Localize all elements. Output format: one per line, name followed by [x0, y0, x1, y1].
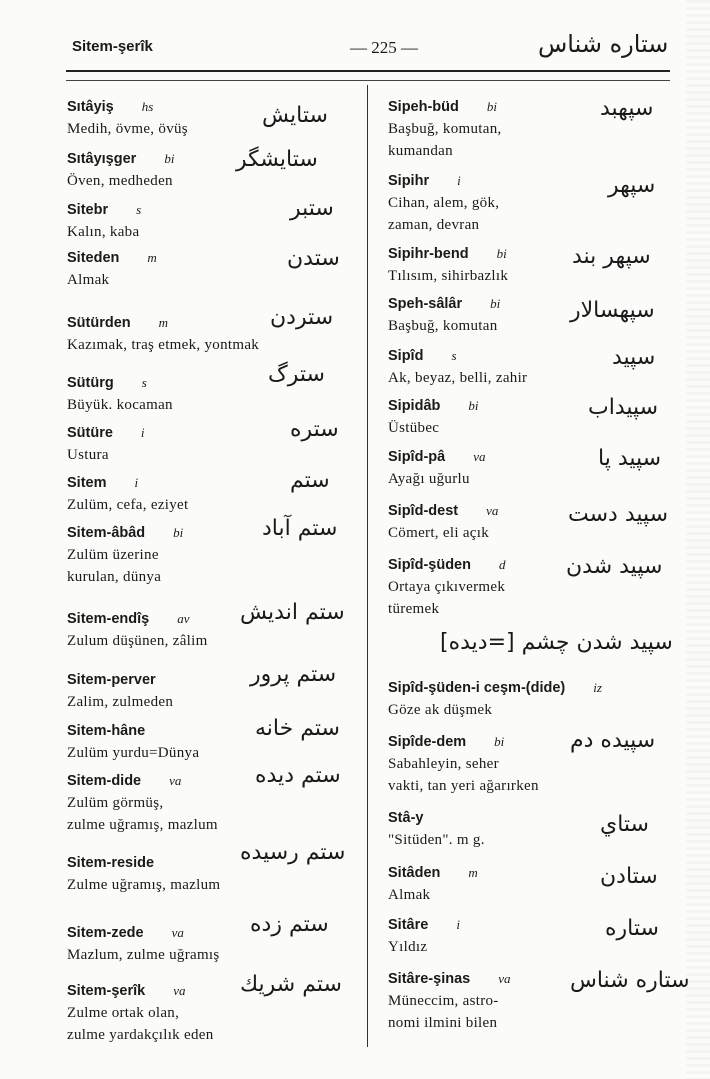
- definition-line: Zulüm yurdu=Dünya: [67, 745, 200, 761]
- definition-line: Başbuğ, komutan,: [388, 121, 502, 137]
- definition-line: Almak: [67, 272, 110, 288]
- arabic-script-term: ستدن: [287, 246, 340, 271]
- right-entry: [388, 731, 539, 797]
- headword: [388, 914, 460, 936]
- definition-line: türemek: [388, 601, 440, 617]
- definition-line: Almak: [388, 887, 431, 903]
- left-entry: [67, 852, 220, 896]
- grammar-abbreviation: va: [473, 449, 486, 464]
- headword: [388, 862, 478, 884]
- arabic-script-term: سپهسالار: [570, 298, 655, 323]
- headword-text: Sitâre-şinas: [388, 971, 471, 987]
- definition-line: "Sitüden". m g.: [388, 832, 485, 848]
- arabic-script-term: سپهر بند: [572, 244, 651, 269]
- definition-line: zaman, devran: [388, 217, 480, 233]
- grammar-abbreviation: m: [147, 250, 157, 265]
- right-entry: [388, 395, 479, 439]
- arabic-script-term: ستايشگر: [236, 147, 318, 172]
- definition-line: Öven, medheden: [67, 173, 173, 189]
- arabic-script-term: ستاره: [605, 916, 659, 941]
- definition-line: Ak, beyaz, belli, zahir: [388, 370, 528, 386]
- grammar-abbreviation: va: [169, 773, 182, 788]
- arabic-phrase: سپيد شدن چشم [=ديده]: [440, 630, 673, 655]
- right-entry: [388, 96, 502, 162]
- definition-line: Ayağı uğurlu: [388, 471, 470, 487]
- grammar-abbreviation: bi: [490, 296, 501, 311]
- headword: [67, 247, 157, 269]
- definition-line: kurulan, dünya: [67, 569, 162, 585]
- headword: [67, 669, 173, 691]
- left-entry: [67, 608, 208, 652]
- grammar-abbreviation: bi: [173, 525, 184, 540]
- left-entry: [67, 96, 188, 140]
- left-entry: [67, 199, 141, 243]
- grammar-abbreviation: iz: [593, 680, 602, 695]
- headword: [67, 96, 188, 118]
- headword: [67, 472, 188, 494]
- grammar-abbreviation: i: [456, 917, 460, 932]
- headword: [388, 96, 502, 118]
- headword-text: Siteden: [67, 250, 120, 266]
- headword: [67, 608, 208, 630]
- left-entry: [67, 472, 188, 516]
- definition-line: Kalın, kaba: [67, 224, 140, 240]
- headword: [388, 554, 505, 576]
- right-entry: [388, 170, 499, 236]
- headword: [388, 807, 485, 829]
- headword-text: Sipidâb: [388, 398, 441, 414]
- definition-line: Ortaya çıkıvermek: [388, 579, 506, 595]
- headword: [67, 199, 141, 221]
- grammar-abbreviation: bi: [494, 734, 505, 749]
- headword-text: Sitem-dide: [67, 773, 142, 789]
- headword-text: Sipîde-dem: [388, 734, 467, 750]
- definition-line: Büyük. kocaman: [67, 397, 173, 413]
- definition-line: Medih, övme, övüş: [67, 121, 188, 137]
- definition-line: Zulum düşünen, zâlim: [67, 633, 208, 649]
- headword-text: Sıtâyiş: [67, 99, 114, 115]
- definition-line: Tılısım, sihirbazlık: [388, 268, 509, 284]
- definition-line: Zulüm görmüş,: [67, 795, 164, 811]
- arabic-script-term: ستم آباد: [262, 516, 338, 541]
- headword: [67, 770, 218, 792]
- headword: [388, 677, 602, 699]
- arabic-script-term: سپيد شدن: [566, 554, 663, 579]
- left-entry: [67, 372, 173, 416]
- definition-line: Başbuğ, komutan: [388, 318, 498, 334]
- column-divider: [367, 85, 368, 1047]
- arabic-script-term: ستم ديده: [255, 763, 341, 788]
- arabic-script-term: ستاره شناس: [570, 968, 690, 993]
- headword: [67, 852, 220, 874]
- grammar-abbreviation: av: [177, 611, 190, 626]
- headword-text: Sitâden: [388, 865, 441, 881]
- right-entry: [388, 968, 511, 1034]
- headword-text: Sipihr-bend: [388, 246, 469, 262]
- headword-text: Sitem-reside: [67, 855, 155, 871]
- definition-line: vakti, tan yeri ağarırken: [388, 778, 539, 794]
- headword-text: Sıtâyışger: [67, 151, 137, 167]
- definition-line: Cihan, alem, gök,: [388, 195, 500, 211]
- arabic-script-term: ستايش: [262, 103, 328, 128]
- headword: [388, 500, 498, 522]
- arabic-script-term: سترگ: [268, 362, 325, 387]
- headword: [388, 446, 485, 468]
- headword-text: Sitem-âbâd: [67, 525, 146, 541]
- headword: [388, 731, 539, 753]
- arabic-script-term: سپيد پا: [598, 446, 662, 471]
- headword: [388, 170, 499, 192]
- definition-line: Zulüm, cefa, eziyet: [67, 497, 189, 513]
- headword-text: Sipeh-büd: [388, 99, 459, 115]
- definition-line: Kazımak, traş etmek, yontmak: [67, 337, 260, 353]
- definition-line: Göze ak düşmek: [388, 702, 493, 718]
- grammar-abbreviation: hs: [141, 99, 154, 114]
- definition-line: zulme yardakçılık eden: [67, 1027, 214, 1043]
- headword-text: Sitem-şerîk: [67, 983, 146, 999]
- grammar-abbreviation: bi: [486, 99, 498, 114]
- header-rule-thin: [66, 80, 670, 81]
- grammar-abbreviation: s: [451, 348, 457, 363]
- arabic-script-term: ستادن: [600, 864, 658, 889]
- headword-text: Sitem-hâne: [67, 723, 146, 739]
- arabic-script-term: سپيده دم: [570, 728, 656, 753]
- arabic-script-term: ستره: [290, 417, 339, 442]
- definition-line: Zulme ortak olan,: [67, 1005, 180, 1021]
- headword: [67, 922, 220, 944]
- headword: [67, 372, 173, 394]
- left-entry: [67, 312, 259, 356]
- headword-text: Stâ-y: [388, 810, 424, 826]
- definition-line: Zalim, zulmeden: [67, 694, 174, 710]
- grammar-abbreviation: i: [457, 173, 461, 188]
- left-entry: [67, 522, 183, 588]
- headword: [388, 968, 511, 990]
- arabic-script-term: ستم شريك: [240, 972, 342, 997]
- definition-line: Ustura: [67, 447, 109, 463]
- arabic-script-term: ستم انديش: [240, 600, 345, 625]
- headword-text: Sitem: [67, 475, 107, 491]
- headword-text: Sipîd: [388, 348, 424, 364]
- right-entry: [388, 807, 485, 851]
- definition-line: Cömert, eli açık: [388, 525, 490, 541]
- header-rule: [66, 70, 670, 72]
- right-entry: [388, 862, 478, 906]
- page-edge: [686, 0, 710, 1079]
- definition-line: Mazlum, zulme uğramış: [67, 947, 220, 963]
- headword: [67, 522, 183, 544]
- grammar-abbreviation: bi: [164, 151, 175, 166]
- headword: [67, 720, 199, 742]
- grammar-abbreviation: s: [141, 375, 147, 390]
- left-entry: [67, 148, 174, 192]
- left-entry: [67, 770, 218, 836]
- headword-text: Sitem-endîş: [67, 611, 150, 627]
- headword-text: Sitem-zede: [67, 925, 144, 941]
- definition-line: kumandan: [388, 143, 453, 159]
- running-head-arabic: ستاره شناس: [538, 30, 669, 58]
- definition-line: Zulme uğramış, mazlum: [67, 877, 221, 893]
- headword-text: Speh-sâlâr: [388, 296, 463, 312]
- grammar-abbreviation: m: [468, 865, 478, 880]
- arabic-script-term: ستبر: [290, 196, 334, 221]
- left-entry: [67, 422, 145, 466]
- headword-text: Sipihr: [388, 173, 430, 189]
- arabic-script-term: ستم: [290, 468, 330, 493]
- grammar-abbreviation: i: [140, 425, 145, 440]
- left-entry: [67, 980, 214, 1046]
- definition-line: Zulüm üzerine: [67, 547, 159, 563]
- headword: [67, 422, 145, 444]
- right-entry: [388, 554, 505, 620]
- headword-text: Sitâre: [388, 917, 429, 933]
- headword-text: Sipîd-pâ: [388, 449, 446, 465]
- right-entry: [388, 914, 460, 958]
- right-entry: [388, 293, 500, 337]
- arabic-script-term: سپيد: [612, 345, 656, 370]
- headword: [67, 980, 214, 1002]
- left-entry: [67, 247, 157, 291]
- arabic-script-term: سپهبد: [600, 96, 654, 121]
- running-head: Sitem-şerîk: [72, 38, 153, 55]
- headword-text: Sipîd-şüden: [388, 557, 471, 573]
- arabic-script-term: ستم رسيده: [240, 840, 346, 865]
- right-entry: [388, 446, 485, 490]
- headword: [67, 148, 174, 170]
- arabic-script-term: ستم پرور: [250, 662, 337, 687]
- arabic-script-term: سپيداب: [588, 395, 659, 420]
- left-entry: [67, 922, 220, 966]
- headword: [67, 312, 259, 334]
- definition-line: Üstübec: [388, 420, 440, 436]
- grammar-abbreviation: bi: [496, 246, 507, 261]
- definition-line: nomi ilmini bilen: [388, 1015, 498, 1031]
- headword: [388, 395, 479, 417]
- headword-text: Sipîd-dest: [388, 503, 459, 519]
- headword: [388, 243, 508, 265]
- arabic-script-term: ستم خانه: [255, 716, 340, 741]
- definition-line: Müneccim, astro-: [388, 993, 499, 1009]
- grammar-abbreviation: i: [134, 475, 139, 490]
- grammar-abbreviation: d: [498, 557, 506, 572]
- grammar-abbreviation: m: [158, 315, 169, 330]
- grammar-abbreviation: va: [171, 925, 184, 940]
- page-number: — 225 —: [350, 38, 418, 57]
- left-entry: [67, 669, 173, 713]
- arabic-script-term: سپهر: [608, 173, 656, 198]
- headword-text: Sütürden: [67, 315, 131, 331]
- left-entry: [67, 720, 199, 764]
- headword-text: Sütüre: [67, 425, 113, 441]
- grammar-abbreviation: va: [173, 983, 186, 998]
- headword-text: Sitebr: [67, 202, 109, 218]
- definition-line: Sabahleyin, seher: [388, 756, 499, 772]
- grammar-abbreviation: bi: [468, 398, 479, 413]
- headword: [388, 293, 500, 315]
- headword: [388, 345, 527, 367]
- grammar-abbreviation: s: [136, 202, 142, 217]
- grammar-abbreviation: va: [498, 971, 511, 986]
- right-entry: [388, 243, 508, 287]
- right-entry: [388, 345, 527, 389]
- right-entry: [388, 500, 498, 544]
- arabic-script-term: ستردن: [270, 305, 334, 330]
- grammar-abbreviation: va: [486, 503, 499, 518]
- arabic-script-term: ستم زده: [250, 912, 329, 937]
- definition-line: zulme uğramış, mazlum: [67, 817, 218, 833]
- arabic-script-term: ستاي: [600, 812, 649, 837]
- headword-text: Sütürg: [67, 375, 114, 391]
- definition-line: Yıldız: [388, 939, 428, 955]
- headword-text: Sitem-perver: [67, 672, 156, 688]
- arabic-script-term: سپيد دست: [568, 502, 669, 527]
- right-entry: [388, 677, 602, 721]
- headword-text: Sipîd-şüden-i ceşm-(dide): [388, 680, 566, 696]
